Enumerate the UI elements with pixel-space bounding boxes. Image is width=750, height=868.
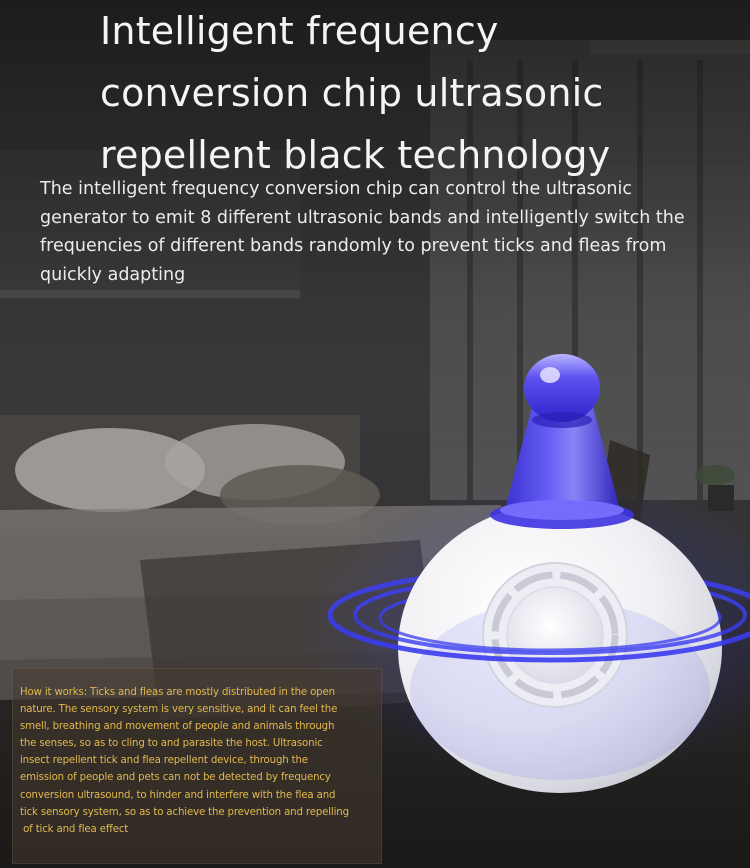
description-line: generator to emit 8 different ultrasonic bands and intelligently switch the	[40, 207, 685, 228]
how-it-works-line: conversion ultrasound, to hinder and interfere with the flea and	[20, 789, 336, 801]
headline-line: conversion chip ultrasonic	[100, 71, 604, 115]
headline	[100, 0, 720, 186]
how-it-works-line: How it works: Ticks and fleas are mostly distributed in the open	[20, 687, 335, 698]
how-it-works-line: smell, breathing and movement of people and animals through	[20, 721, 335, 733]
headline-line: Intelligent frequency	[100, 9, 499, 53]
description-line: frequencies of different bands randomly to prevent ticks and fleas from	[40, 236, 667, 256]
description-line: The intelligent frequency conversion chip can control the ultrasonic	[40, 179, 632, 199]
how-it-works-line: insect repellent tick and flea repellent device, through the	[20, 755, 308, 767]
how-it-works-line: emission of people and pets can not be detected by frequency	[20, 772, 331, 784]
headline-line: repellent black technology	[100, 133, 611, 177]
description-paragraph	[40, 175, 720, 289]
how-it-works-box	[12, 668, 382, 864]
how-it-works-line: the senses, so as to cling to and parasite the host. Ultrasonic	[20, 738, 323, 750]
how-it-works-line: tick sensory system, so as to achieve the prevention and repelling	[20, 806, 349, 818]
how-it-works-line: of tick and flea effect	[20, 823, 129, 835]
how-it-works-line: nature. The sensory system is very sensitive, and it can feel the	[20, 704, 338, 716]
description-line: quickly adapting	[40, 264, 186, 285]
